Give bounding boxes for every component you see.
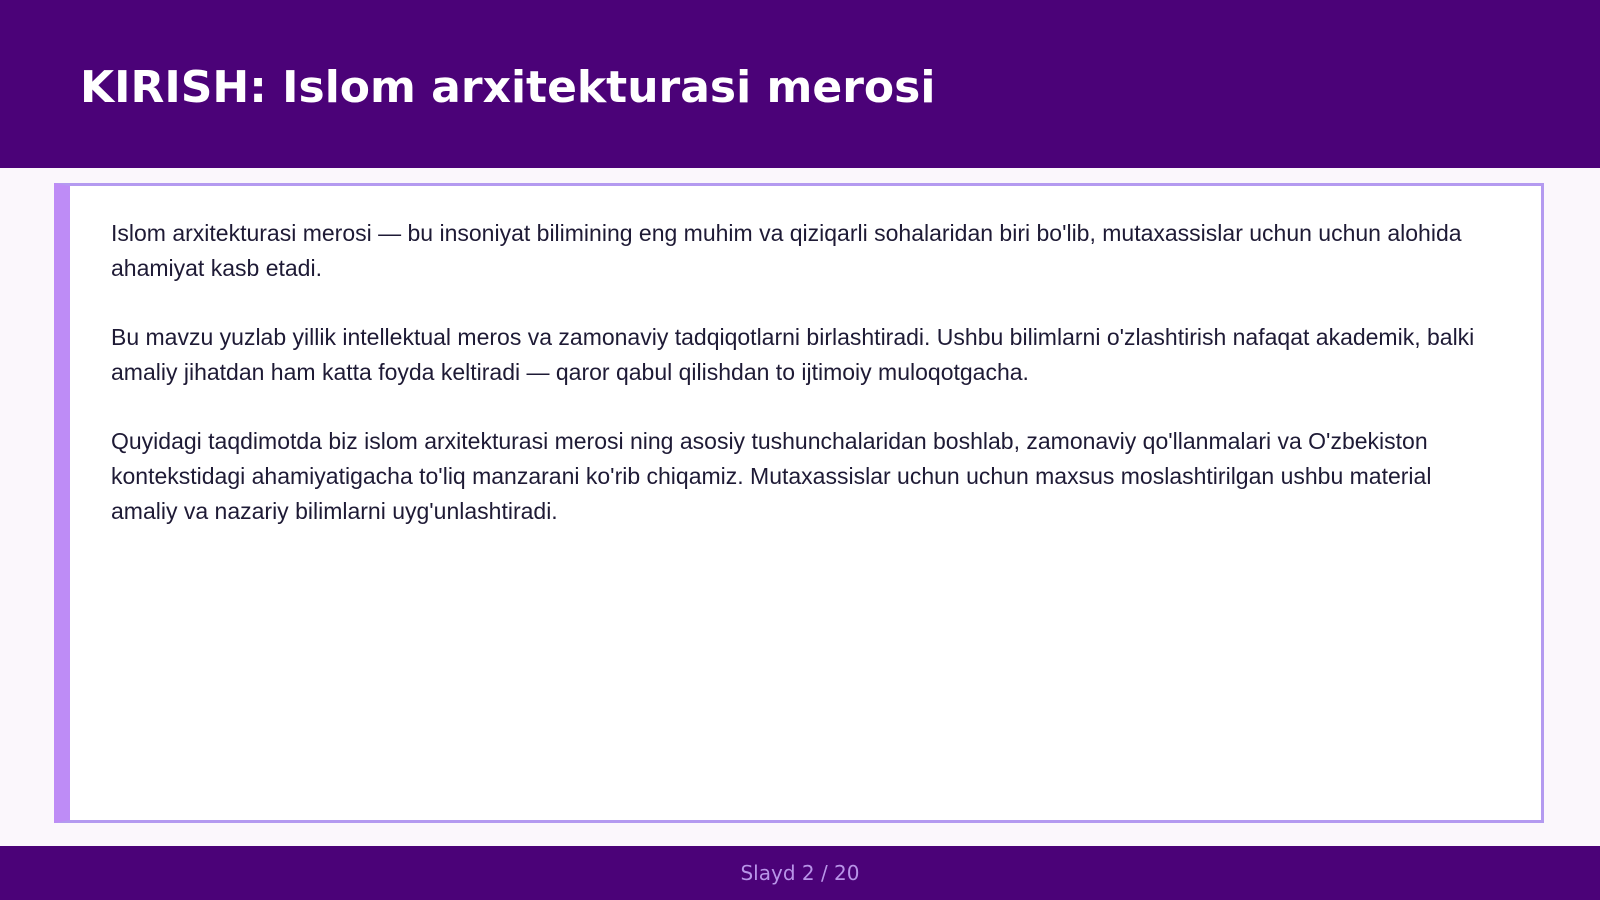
body-paragraph-2: Bu mavzu yuzlab yillik intellektual meros va zamonaviy tadqiqotlarni birlashtiradi. Ushbu bilimlarni o'zlashtirish nafaqat akademik, balki amaliy jihatdan ham katta foyda keltiradi — qaror qabul qilishdan to ijtimoiy muloqotgacha. [111, 324, 1475, 385]
slide-header [0, 0, 1600, 168]
slide-title: KIRISH: Islom arxitekturasi merosi [80, 62, 936, 113]
body-paragraph-3: Quyidagi taqdimotda biz islom arxitekturasi merosi ning asosiy tushunchalaridan boshlab, zamonaviy qo'llanmalari va O'zbekiston kontekstidagi ahamiyatigacha to'liq manzarani ko'rib chiqamiz. Mutaxassislar uchun uchun maxsus moslashtirilgan ushbu material amaliy va nazariy bilimlarni uyg'unlashtiradi. [111, 428, 1432, 524]
slide-body [111, 216, 1501, 563]
slide-number: Slayd 2 / 20 [740, 861, 860, 885]
slide-footer [0, 846, 1600, 900]
body-paragraph-1: Islom arxitekturasi merosi — bu insoniyat bilimining eng muhim va qiziqarli sohalaridan biri bo'lib, mutaxassislar uchun uchun alohida ahamiyat kasb etadi. [111, 220, 1462, 281]
